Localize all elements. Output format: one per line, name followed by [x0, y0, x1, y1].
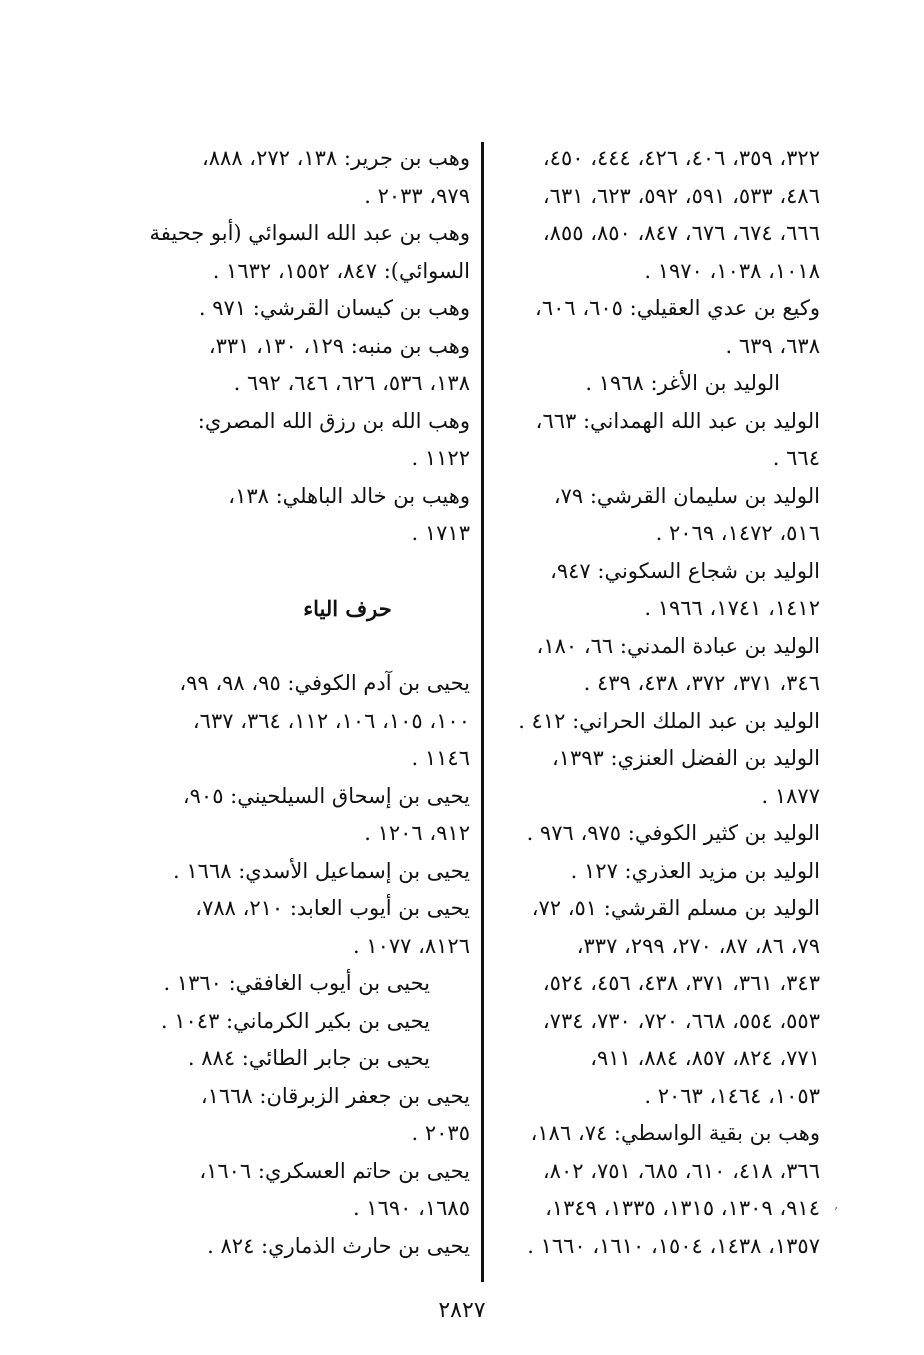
- index-entry-continuation: ١٤١٢، ١٧٤١، ١٩٦٦ .: [644, 596, 820, 620]
- index-entry: وهب الله بن رزق الله المصري:: [197, 408, 470, 433]
- index-entry: الوليد بن عبادة المدني: ٦٦، ١٨٠،: [536, 633, 820, 658]
- index-entry-continuation: ١٠٠، ١٠٥، ١٠٦، ١١٢، ٣٦٤، ٦٣٧،: [192, 708, 470, 733]
- index-entry-continuation: ٩١٤، ١٣٠٩، ١٣١٥، ١٣٣٥، ١٣٤٩،: [545, 1196, 820, 1220]
- index-entry-continuation: ٦٣٨، ٦٣٩ .: [725, 333, 820, 358]
- index-entry-continuation: ١٣٨، ٥٣٦، ٦٢٦، ٦٤٦، ٦٩٢ .: [233, 371, 470, 395]
- index-entry: الوليد بن عبد الملك الحراني: ٤١٢ .: [518, 708, 820, 733]
- index-entry-continuation: ٢٠٣٥ .: [411, 1121, 470, 1145]
- index-entry-continuation: ١١٢٢ .: [411, 446, 470, 470]
- index-entry: وهب بن بقية الواسطي: ٧٤، ١٨٦،: [530, 1121, 820, 1145]
- index-entry: الوليد بن الأغر: ١٩٦٨ .: [585, 371, 780, 395]
- index-entry-continuation: ٥١٦، ١٤٧٢، ٢٠٦٩ .: [655, 521, 820, 545]
- index-entry-continuation: ١٠٥٣، ١٤٦٤، ٢٠٦٣ .: [644, 1083, 820, 1108]
- section-heading: حرف الياء: [303, 596, 392, 621]
- index-entry: وكيع بن عدي العقيلي: ٦٠٥، ٦٠٦،: [535, 296, 820, 320]
- index-entry-continuation: ١٨٧٧ .: [761, 783, 820, 808]
- index-entry: يحيى بن بكير الكرماني: ١٠٤٣ .: [160, 1008, 430, 1033]
- index-entry-continuation: ٦٦٦، ٦٧٤، ٦٧٦، ٨٤٧، ٨٥٠، ٨٥٥،: [542, 221, 820, 245]
- index-entry: يحيى بن حارث الذماري: ٨٢٤ .: [207, 1233, 470, 1258]
- index-entry-continuation: ٩٧٩، ٢٠٣٣ .: [364, 183, 470, 208]
- index-entry: يحيى بن حاتم العسكري: ١٦٠٦،: [199, 1158, 470, 1183]
- margin-mark: ’: [834, 1205, 838, 1219]
- index-entry: الوليد بن عبد الله الهمداني: ٦٦٣،: [535, 408, 820, 433]
- index-entry: الوليد بن مزيد العذري: ١٢٧ .: [570, 858, 820, 883]
- index-column-left: [135, 140, 470, 1265]
- index-entry-continuation: ١٧١٣ .: [411, 521, 470, 545]
- index-entry-continuation: ١٦٨٥، ١٦٩٠ .: [352, 1196, 470, 1220]
- index-entry: يحيى بن أيوب العابد: ٢١٠، ٧٨٨،: [195, 896, 470, 920]
- index-entry-continuation: ٣٤٣، ٣٦١، ٣٧١، ٤٣٨، ٤٥٦، ٥٢٤،: [542, 971, 820, 995]
- index-entry: الوليد بن شجاع السكوني: ٩٤٧،: [550, 558, 820, 583]
- index-entry: وهب بن كيسان القرشي: ٩٧١ .: [198, 296, 470, 320]
- index-column-right: [490, 140, 820, 1265]
- spacer: [135, 628, 470, 666]
- index-entry-continuation: ١٠١٨، ١٠٣٨، ١٩٧٠ .: [644, 258, 820, 283]
- index-entry: الوليد بن كثير الكوفي: ٩٧٥، ٩٧٦ .: [526, 821, 820, 845]
- spacer: [135, 553, 470, 591]
- index-entry: يحيى بن جابر الطائي: ٨٨٤ .: [187, 1046, 430, 1070]
- index-entry-continuation: ١١٤٦ .: [411, 746, 470, 770]
- index-entry-continuation: ٣٢٢، ٣٥٩، ٤٠٦، ٤٢٦، ٤٤٤، ٤٥٠،: [542, 146, 820, 170]
- index-entry-continuation: ٣٤٦، ٣٧١، ٣٧٢، ٤٣٨، ٤٣٩ .: [583, 671, 820, 695]
- index-entry: الوليد بن مسلم القرشي: ٥١، ٧٢،: [531, 896, 820, 920]
- index-entry: وهيب بن خالد الباهلي: ١٣٨،: [228, 483, 470, 508]
- index-entry: وهب بن جرير: ١٣٨، ٢٧٢، ٨٨٨،: [202, 146, 470, 170]
- index-entry-continuation: ٣٦٦، ٤١٨، ٦١٠، ٦٨٥، ٧٥١، ٨٠٢،: [542, 1158, 820, 1183]
- index-entry-continuation: ٥٥٣، ٥٥٤، ٦٦٨، ٧٢٠، ٧٣٠، ٧٣٤،: [542, 1008, 820, 1033]
- column-divider: [481, 142, 484, 1282]
- index-entry-continuation: ٩١٢، ١٢٠٦ .: [364, 821, 470, 845]
- index-entry: وهب بن عبد الله السوائي (أبو جحيفة: [149, 221, 470, 245]
- index-entry: الوليد بن سليمان القرشي: ٧٩،: [553, 483, 820, 508]
- index-entry-continuation: ٧٩، ٨٦، ٨٧، ٢٧٠، ٢٩٩، ٣٣٧،: [576, 933, 820, 958]
- index-entry-continuation: ٨١٢٦، ١٠٧٧ .: [352, 933, 470, 958]
- index-entry: يحيى بن إسماعيل الأسدي: ١٦٦٨ .: [173, 858, 470, 883]
- index-entry: وهب بن منبه: ١٢٩، ١٣٠، ٣٣١،: [208, 333, 470, 358]
- index-entry: يحيى بن أيوب الغافقي: ١٣٦٠ .: [163, 971, 430, 995]
- page-number: ٢٨٢٧: [438, 1298, 486, 1323]
- index-entry: يحيى بن إسحاق السيلحيني: ٩٠٥،: [182, 783, 470, 808]
- index-entry-continuation: السوائي): ٨٤٧، ١٥٥٢، ١٦٣٢ .: [212, 258, 470, 283]
- index-entry-continuation: ٦٦٤ .: [772, 446, 820, 470]
- index-entry: يحيى بن آدم الكوفي: ٩٥، ٩٨، ٩٩،: [179, 671, 470, 695]
- index-entry: الوليد بن الفضل العنزي: ١٣٩٣،: [551, 746, 820, 770]
- index-entry: يحيى بن جعفر الزبرقان: ١٦٦٨،: [200, 1083, 470, 1108]
- index-entry-continuation: ٧٧١، ٨٢٤، ٨٥٧، ٨٨٤، ٩١١،: [590, 1046, 820, 1070]
- index-entry-continuation: ٤٨٦، ٥٣٣، ٥٩١، ٥٩٢، ٦٢٣، ٦٣١،: [542, 183, 820, 208]
- index-entry-continuation: ١٣٥٧، ١٤٣٨، ١٥٠٤، ١٦١٠، ١٦٦٠ .: [527, 1233, 820, 1258]
